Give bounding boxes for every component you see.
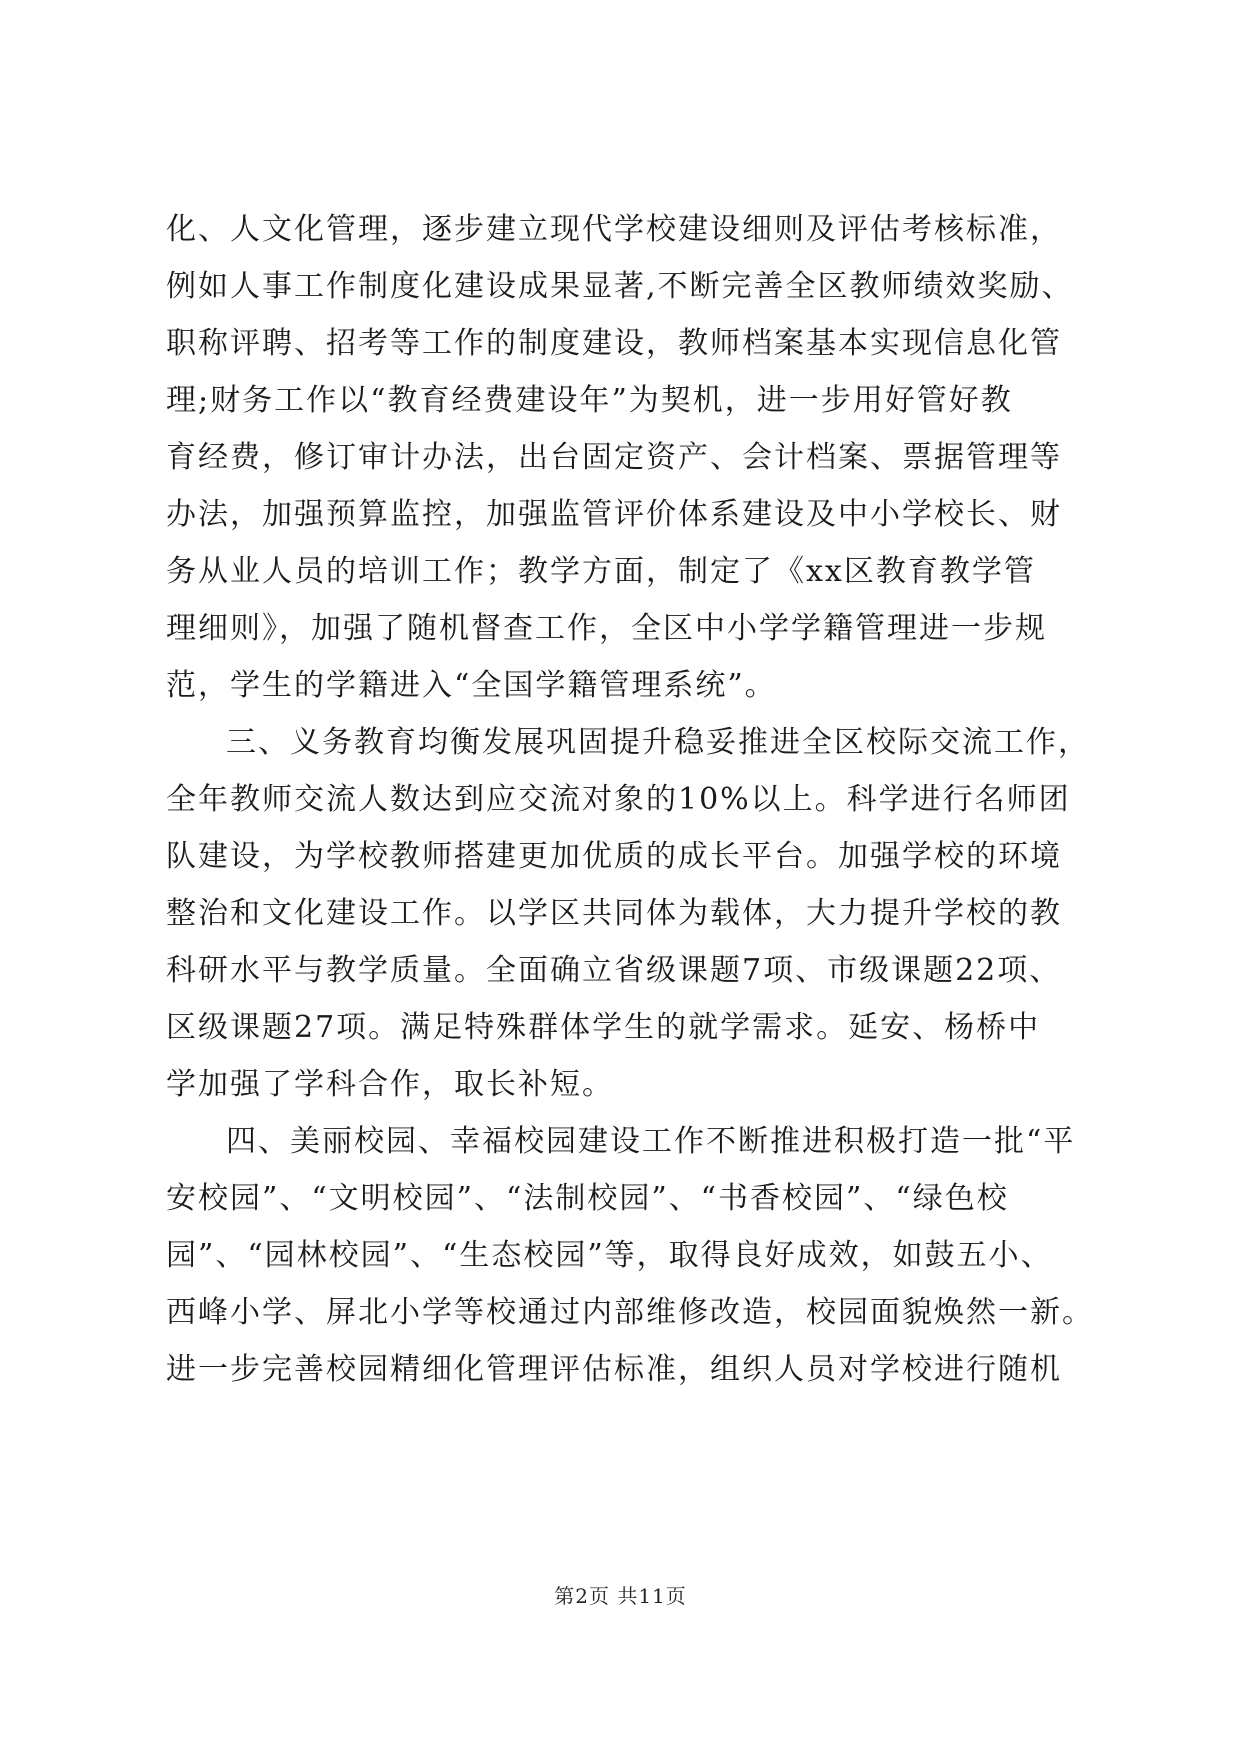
text-line: 科研水平与教学质量。全面确立省级课题7项、市级课题22项、 bbox=[166, 953, 1062, 988]
text-line: 育经费，修订审计办法，出台固定资产、会计档案、票据管理等 bbox=[166, 440, 1062, 475]
text-line: 化、人文化管理，逐步建立现代学校建设细则及评估考核标准， bbox=[166, 212, 1062, 247]
text-line: 整治和文化建设工作。以学区共同体为载体，大力提升学校的教 bbox=[166, 896, 1062, 931]
text-line: 进一步完善校园精细化管理评估标准，组织人员对学校进行随机 bbox=[166, 1352, 1062, 1387]
text-line: 队建设，为学校教师搭建更加优质的成长平台。加强学校的环境 bbox=[166, 839, 1062, 874]
text-line: 理细则》，加强了随机督查工作，全区中小学学籍管理进一步规 bbox=[166, 611, 1047, 646]
text-line: 安校园”、“文明校园”、“法制校园”、“书香校园”、“绿色校 bbox=[166, 1181, 1009, 1216]
text-line: 务从业人员的培训工作；教学方面，制定了《xx区教育教学管 bbox=[166, 554, 1036, 589]
paragraph-heading-3: 三、义务教育均衡发展巩固提升稳妥推进全区校际交流工作， bbox=[226, 725, 1090, 760]
text-line: 例如人事工作制度化建设成果显著,不断完善全区教师绩效奖励、 bbox=[166, 269, 1074, 304]
text-line: 全年教师交流人数达到应交流对象的10%以上。科学进行名师团 bbox=[166, 782, 1071, 817]
text-line: 学加强了学科合作，取长补短。 bbox=[166, 1067, 614, 1102]
text-line: 理;财务工作以“教育经费建设年”为契机，进一步用好管好教 bbox=[166, 383, 1013, 418]
paragraph-heading-4: 四、美丽校园、幸福校园建设工作不断推进积极打造一批“平 bbox=[226, 1124, 1076, 1159]
text-line: 范，学生的学籍进入“全国学籍管理系统”。 bbox=[166, 668, 777, 703]
page-number-footer: 第2页 共11页 bbox=[554, 1584, 687, 1608]
text-line: 园”、“园林校园”、“生态校园”等，取得良好成效，如鼓五小、 bbox=[166, 1238, 1053, 1273]
text-line: 区级课题27项。满足特殊群体学生的就学需求。延安、杨桥中 bbox=[166, 1010, 1041, 1045]
text-line: 西峰小学、屏北小学等校通过内部维修改造，校园面貌焕然一新。 bbox=[166, 1295, 1094, 1330]
text-line: 职称评聘、招考等工作的制度建设，教师档案基本实现信息化管 bbox=[166, 326, 1062, 361]
text-line: 办法，加强预算监控，加强监管评价体系建设及中小学校长、财 bbox=[166, 497, 1062, 532]
